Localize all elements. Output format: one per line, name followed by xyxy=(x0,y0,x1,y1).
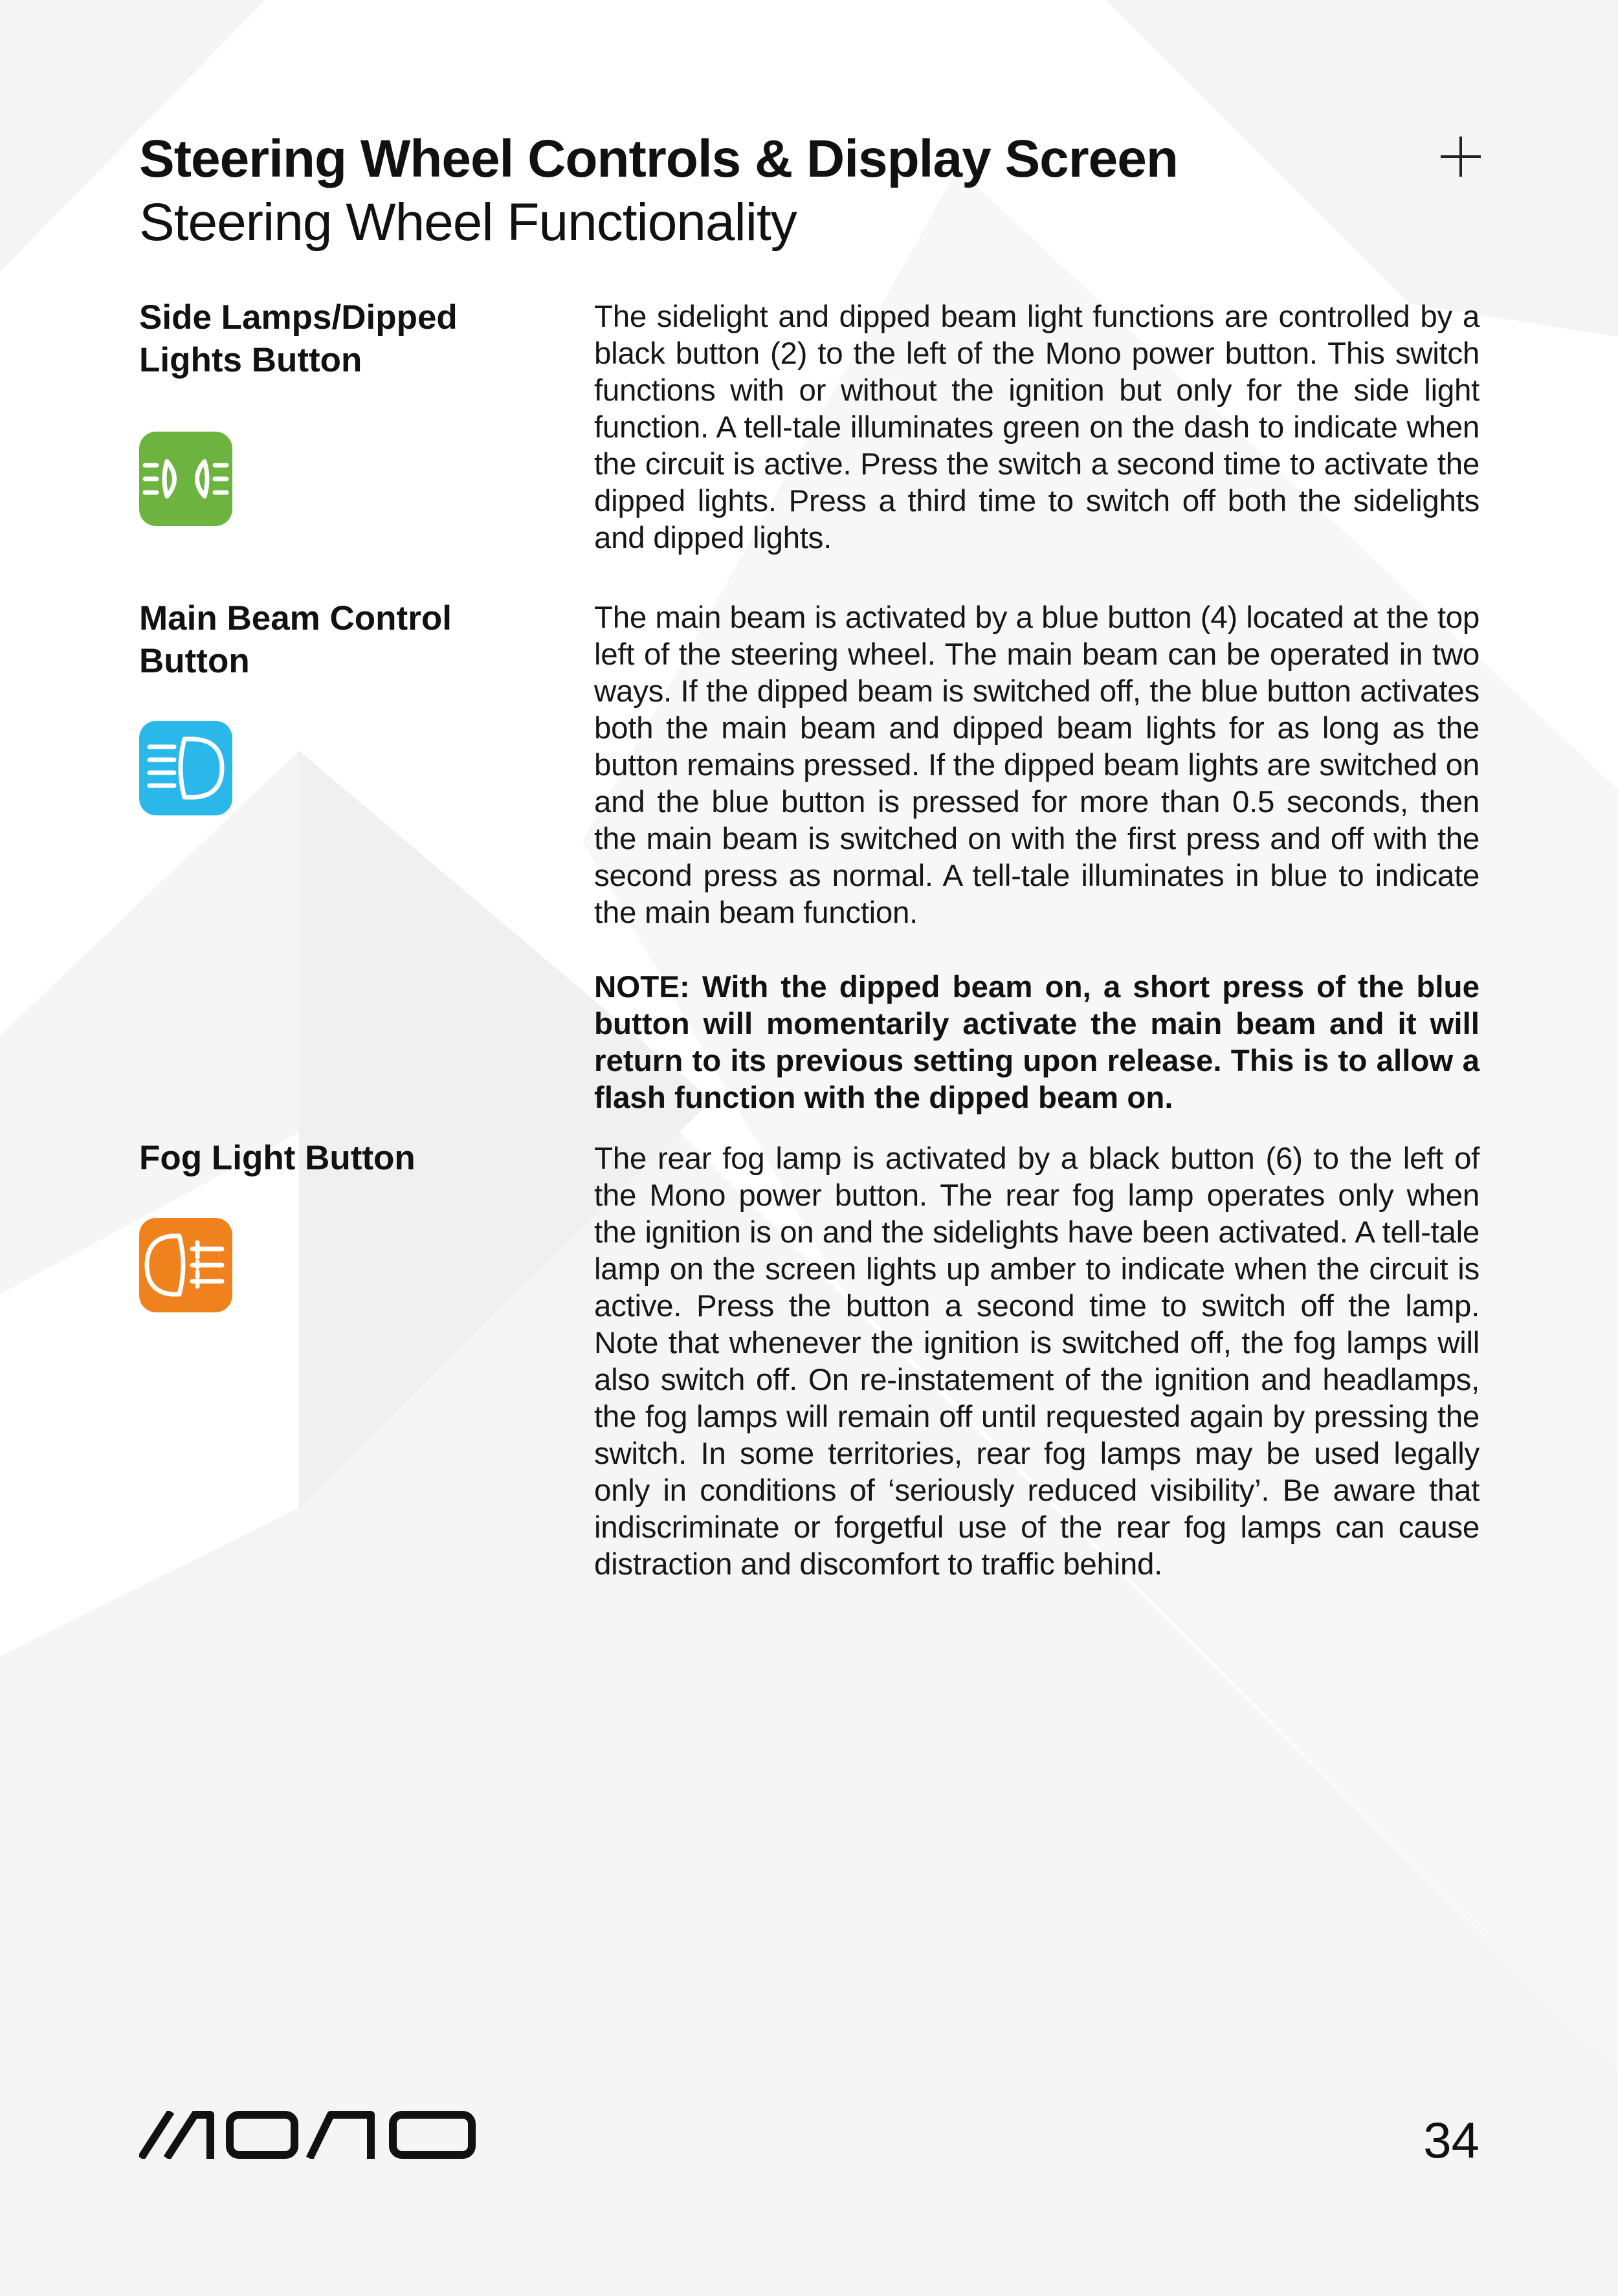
mono-logo xyxy=(139,2111,479,2159)
sidelight-dipped-beam-icon xyxy=(139,432,232,526)
rear-fog-lamp-icon xyxy=(139,1218,232,1312)
page-number: 34 xyxy=(1423,2112,1479,2169)
section-label-side-lamps: Side Lamps/Dipped Lights Button xyxy=(139,298,458,379)
section-body-side-lamps: The sidelight and dipped beam light functions are controlled by a black button (2) to the left of the Mono power button. This switch functions with or without the ignition but only for the side light function. A tell-tale illuminates green on the dash to indicate when the circuit is active. Press the switch a second time to activate the dipped lights. Press a third time to switch off both the sidelights and dipped lights. xyxy=(594,300,1479,555)
section-label-fog-light: Fog Light Button xyxy=(139,1139,416,1177)
section-label-main-beam: Main Beam Control Button xyxy=(139,599,452,680)
section-body-fog-light: The rear fog lamp is activated by a black button (6) to the left of the Mono power button. The rear fog lamp operates only when the ignition is on and the sidelights have been activated. A tell-tale lamp on the screen lights up amber to indicate when the circuit is active. Press the button a second time to switch off the lamp. Note that whenever the ignition is switched off, the fog lamps will also switch off. On re-instatement of the ignition and headlamps, the fog lamps will remain off until requested again by pressing the switch. In some territories, rear fog lamps may be used legally only in conditions of ‘seriously reduced visibility’. Be aware that indiscriminate or forgetful use of the rear fog lamps can cause distraction and discomfort to traffic behind. xyxy=(594,1142,1479,1582)
section-body-main-beam: The main beam is activated by a blue button (4) located at the top left of the steering wheel. The main beam can be operated in two ways. If the dipped beam is switched off, the blue button activates both the main beam and dipped beam lights for as long as the button remains pressed. If the dipped beam lights are switched on and the blue button is pressed for more than 0.5 seconds, then the main beam is switched on with the first press and off with the second press as normal. A tell-tale illuminates in blue to indicate the main beam function. xyxy=(594,601,1479,930)
main-beam-note: NOTE: With the dipped beam on, a short press of the blue button will momentarily activate the main beam and it will return to its previous setting upon release. This is to allow a flash function with the dipped beam on. xyxy=(594,970,1479,1115)
main-beam-icon xyxy=(139,721,232,815)
page-title: Steering Wheel Controls & Display Screen xyxy=(139,129,1178,188)
page-subtitle: Steering Wheel Functionality xyxy=(139,193,797,252)
plus-icon xyxy=(1437,133,1485,181)
